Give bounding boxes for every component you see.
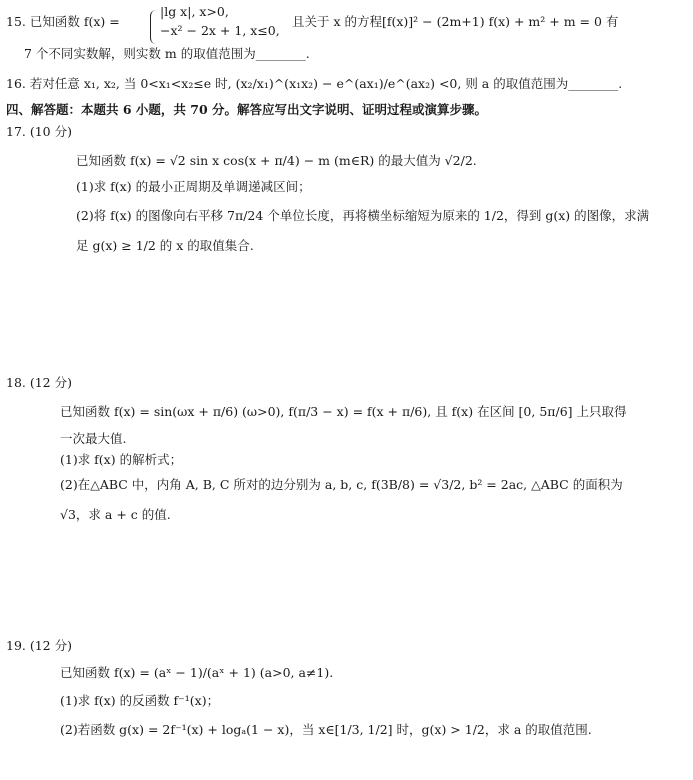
q15-prefix: 15. 已知函数 f(x) = [6, 14, 120, 29]
section-4-title: 四、解答题：本题共 6 小题，共 70 分。解答应写出文字说明、证明过程或演算步骤。 [6, 102, 488, 117]
q17-header: 17. (10 分) [6, 124, 72, 139]
q15-answer-blank: ________. [255, 46, 310, 61]
q18-stem-2: 一次最大值. [60, 431, 127, 446]
q16-answer-blank: ________. [568, 76, 623, 91]
q18-stem-1: 已知函数 f(x) = sin(ωx + π/6) (ω>0), f(π/3 − x) = f(x + π/6), 且 f(x) 在区间 [0, 5π/6] 上只取得 [60, 404, 627, 419]
q17-stem: 已知函数 f(x) = √2 sin x cos(x + π/4) − m (m∈R) 的最大值为 √2/2. [76, 153, 477, 168]
q18-part-2b: √3，求 a + c 的值. [60, 507, 171, 522]
q18-part-1: (1)求 f(x) 的解析式； [60, 452, 183, 467]
q16-text: 16. 若对任意 x₁, x₂, 当 0<x₁<x₂≤e 时, (x₂/x₁)^(x₁x₂) − e^(ax₁)/e^(ax₂) <0, 则 a 的取值范围为 [6, 76, 569, 91]
q18-header: 18. (12 分) [6, 375, 72, 390]
q19-header: 19. (12 分) [6, 638, 72, 653]
q15-case-1: |lg x|, x>0, [160, 4, 229, 19]
q15-stem: 且关于 x 的方程[f(x)]² − (2m+1) f(x) + m² + m = 0 有 [292, 14, 619, 29]
question-16 [6, 75, 622, 93]
q17-part-2b: 足 g(x) ≥ 1/2 的 x 的取值集合. [76, 238, 254, 253]
q19-part-1: (1)求 f(x) 的反函数 f⁻¹(x)； [60, 693, 220, 708]
q19-part-2: (2)若函数 g(x) = 2f⁻¹(x) + logₐ(1 − x)，当 x∈[1/3, 1/2] 时，g(x) > 1/2，求 a 的取值范围. [60, 722, 592, 737]
q15-piecewise-brace [150, 10, 156, 44]
q15-case-2: −x² − 2x + 1, x≤0, [160, 23, 280, 38]
q17-part-2a: (2)将 f(x) 的图像向右平移 7π/24 个单位长度，再将横坐标缩短为原来的 1/2，得到 g(x) 的图像，求满 [76, 208, 650, 223]
q17-part-1: (1)求 f(x) 的最小正周期及单调递减区间； [76, 179, 311, 194]
q15-line-2-text: 7 个不同实数解，则实数 m 的取值范围为 [24, 46, 256, 61]
q15-line-2 [24, 45, 310, 63]
q18-part-2a: (2)在△ABC 中，内角 A, B, C 所对的边分别为 a, b, c, f(3B/8) = √3/2, b² = 2ac, △ABC 的面积为 [60, 477, 623, 492]
q19-stem: 已知函数 f(x) = (aˣ − 1)/(aˣ + 1) (a>0, a≠1). [60, 665, 334, 680]
